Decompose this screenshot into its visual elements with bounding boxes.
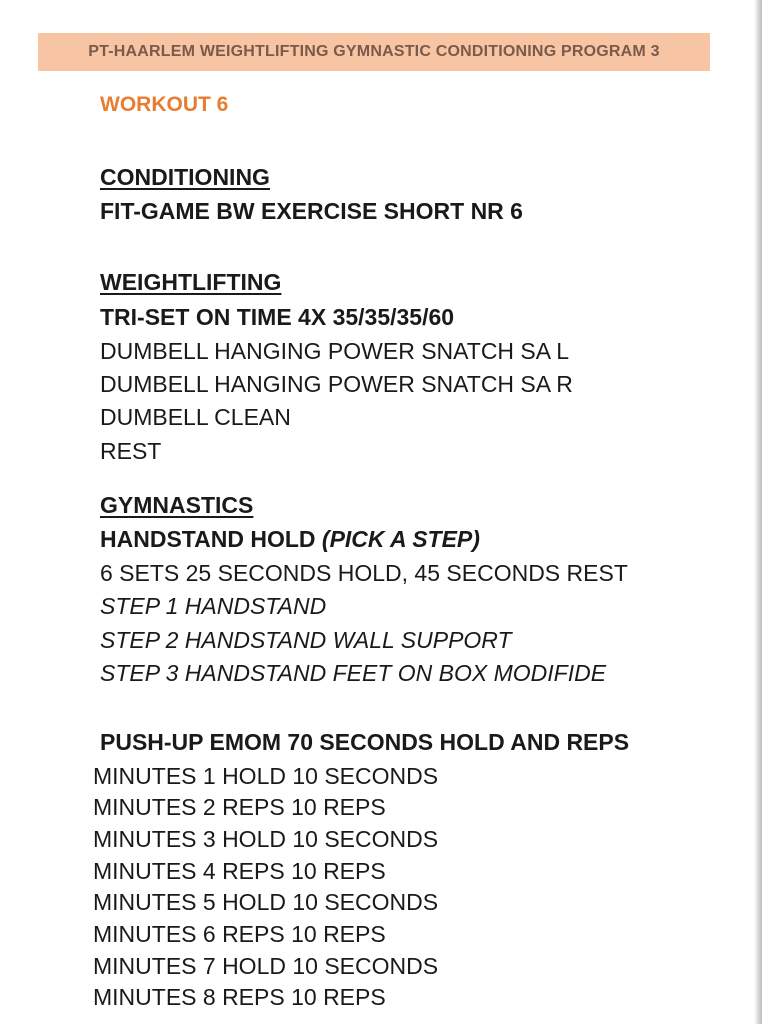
pushup-minute: MINUTES 3 HOLD 10 SECONDS (93, 826, 439, 852)
gymnastics-scheme: 6 SETS 25 SECONDS HOLD, 45 SECONDS REST (100, 560, 628, 586)
pushup-title: PUSH-UP EMOM 70 SECONDS HOLD AND REPS (100, 729, 630, 755)
pushup-minute: MINUTES 8 REPS 10 REPS (93, 984, 386, 1010)
conditioning-title: FIT-GAME BW EXERCISE SHORT NR 6 (100, 198, 523, 224)
gymnastics-title-note: (PICK A STEP) (321, 526, 480, 552)
gymnastics-step: STEP 1 HANDSTAND (100, 593, 327, 619)
gymnastics-step: STEP 2 HANDSTAND WALL SUPPORT (100, 627, 512, 653)
weightlifting-item: DUMBELL HANGING POWER SNATCH SA L (100, 338, 570, 364)
page-edge-shadow (754, 0, 762, 1024)
weightlifting-item: REST (100, 438, 162, 464)
weightlifting-heading: WEIGHTLIFTING (100, 269, 282, 295)
workout-title: WORKOUT 6 (100, 93, 229, 116)
pushup-minute: MINUTES 1 HOLD 10 SECONDS (93, 763, 439, 789)
pushup-minute: MINUTES 6 REPS 10 REPS (93, 921, 386, 947)
gymnastics-title: HANDSTAND HOLD (100, 526, 316, 552)
weightlifting-item: DUMBELL CLEAN (100, 404, 291, 430)
gymnastics-title-row (100, 524, 480, 554)
weightlifting-item: DUMBELL HANGING POWER SNATCH SA R (100, 371, 573, 397)
gymnastics-heading: GYMNASTICS (100, 492, 254, 518)
program-banner: PT-HAARLEM WEIGHTLIFTING GYMNASTIC CONDITIONING PROGRAM 3 (38, 33, 710, 71)
pushup-minute: MINUTES 2 REPS 10 REPS (93, 794, 386, 820)
conditioning-heading: CONDITIONING (100, 164, 270, 190)
weightlifting-title: TRI-SET ON TIME 4X 35/35/35/60 (100, 304, 455, 330)
gymnastics-step: STEP 3 HANDSTAND FEET ON BOX MODIFIDE (100, 660, 607, 686)
pushup-minute: MINUTES 4 REPS 10 REPS (93, 858, 386, 884)
pushup-minute: MINUTES 7 HOLD 10 SECONDS (93, 953, 439, 979)
pushup-minute: MINUTES 5 HOLD 10 SECONDS (93, 889, 439, 915)
